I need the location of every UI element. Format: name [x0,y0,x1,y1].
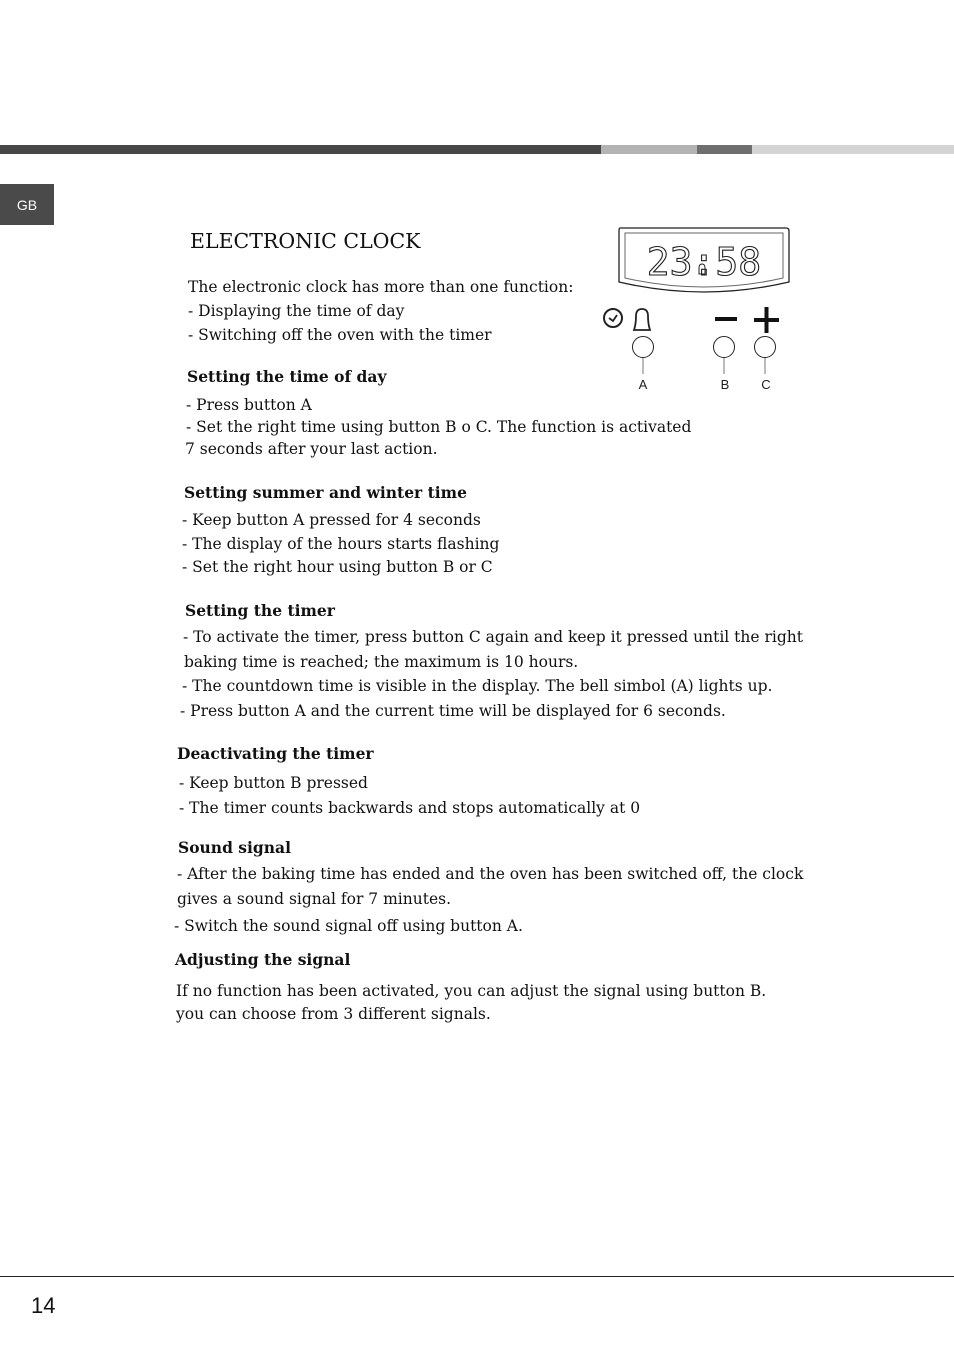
section-line: baking time is reached; the maximum is 10 hours. [184,653,579,671]
page-title: ELECTRONIC CLOCK [190,229,421,253]
section-line: If no function has been activated, you can adjust the signal using button B. [176,982,767,1000]
clock-icon [604,309,622,327]
section-line: gives a sound signal for 7 minutes. [177,890,451,908]
intro-line: - Switching off the oven with the timer [188,326,492,344]
section-heading: Sound signal [178,838,291,857]
section-heading: Deactivating the timer [177,744,374,763]
intro-line: - Displaying the time of day [188,302,405,320]
footer-divider [0,1276,954,1277]
section-line: - The display of the hours starts flashing [182,535,500,553]
section-line: - Set the right hour using button B or C [182,558,493,576]
page-number: 14 [31,1293,56,1318]
clock-panel-diagram [598,226,798,396]
section-line: - Switch the sound signal off using button A. [174,917,523,935]
section-line: - Keep button B pressed [179,774,368,792]
section-line: - Press button A and the current time will be displayed for 6 seconds. [180,702,726,720]
language-tab: GB [0,184,54,225]
header-bar-segment [697,145,752,154]
section-heading: Setting the time of day [187,367,387,386]
section-heading: Setting summer and winter time [184,483,467,502]
section-heading: Setting the timer [185,601,335,620]
display-time: 23:58 [646,240,762,284]
section-line: - After the baking time has ended and the oven has been switched off, the clock [177,865,804,883]
header-bar-segment [601,145,697,154]
plus-icon [754,307,779,333]
section-line: you can choose from 3 different signals. [176,1005,491,1023]
header-bar-segment [0,145,601,154]
section-line: 7 seconds after your last action. [185,440,438,458]
button-label-b: B [720,377,730,392]
section-line: - The countdown time is visible in the display. The bell simbol (A) lights up. [182,677,773,695]
section-line: - Press button A [186,396,312,414]
button-a [633,337,654,375]
section-line: - To activate the timer, press button C again and keep it pressed until the right [183,628,803,646]
header-bar-segment [752,145,954,154]
intro-line: The electronic clock has more than one function: [188,278,574,296]
header-color-bar [0,145,954,154]
section-line: - Set the right time using button B o C. The function is activated [186,418,692,436]
minus-icon [715,317,737,321]
section-line: - The timer counts backwards and stops automatically at 0 [179,799,641,817]
button-c [755,337,776,375]
section-line: - Keep button A pressed for 4 seconds [182,511,481,529]
button-b [714,337,735,375]
bell-icon [634,309,650,330]
button-label-a: A [638,377,648,392]
button-label-c: C [761,377,771,392]
section-heading: Adjusting the signal [175,950,351,969]
